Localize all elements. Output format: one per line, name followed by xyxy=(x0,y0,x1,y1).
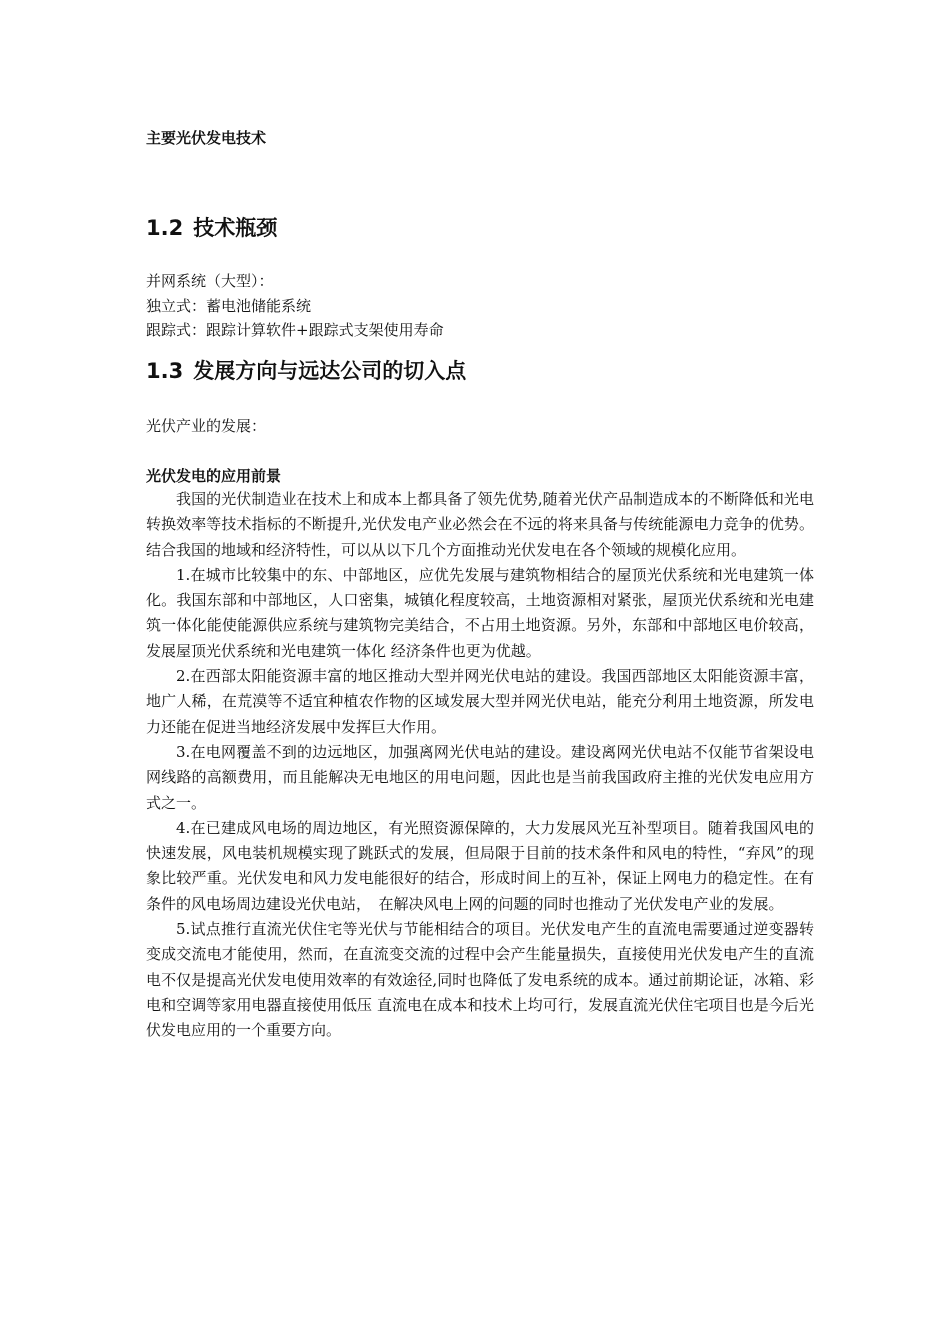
paragraph-point-5: 5.试点推行直流光伏住宅等光伏与节能相结合的项目。光伏发电产生的直流电需要通过逆变器转变成交流电才能使用，然而，在直流变交流的过程中会产生能量损失，直接使用光伏发电产生的直流电不仅是提高光伏发电使用效率的有效途径,同时也降低了发电系统的成本。通过前期论证，冰箱、彩电和空调等家用电器直接使用低压 直流电在成本和技术上均可行，发展直流光伏住宅项目也是今后光伏发电应用的一个重要方向。 xyxy=(146,920,814,1040)
section-number: 1.2 xyxy=(146,216,184,240)
bottleneck-tracking: 跟踪式：跟踪计算软件+跟踪式支架使用寿命 xyxy=(146,321,444,339)
section-number: 1.3 xyxy=(146,359,184,383)
paragraph-point-4: 4.在已建成风电场的周边地区，有光照资源保障的，大力发展风光互补型项目。随着我国风电的快速发展，风电装机规模实现了跳跃式的发展，但局限于目前的技术条件和风电的特性，“弃风”的现象比较严重。光伏发电和风力发电能很好的结合，形成时间上的互补，保证上网电力的稳定性。在有条件的风电场周边建设光伏电站， 在解决风电上网的问题的同时也推动了光伏发电产业的发展。 xyxy=(146,818,814,913)
paragraph-point-1: 1.在城市比较集中的东、中部地区，应优先发展与建筑物相结合的屋顶光伏系统和光电建筑一体化。我国东部和中部地区，人口密集，城镇化程度较高，土地资源相对紧张，屋顶光伏系统和光电建筑一体化能使能源供应系统与建筑物完美结合，不占用土地资源。另外，东部和中部地区电价较高，发展屋顶光伏系统和光电建筑一体化 经济条件也更为优越。 xyxy=(146,565,814,660)
section-heading-1-3 xyxy=(146,357,466,385)
document-body xyxy=(146,487,814,1044)
paragraph-point-2: 2.在西部太阳能资源丰富的地区推动大型并网光伏电站的建设。我国西部地区太阳能资源丰富，地广人稀，在荒漠等不适宜种植农作物的区域发展大型并网光伏电站，能充分利用土地资源，所发电力还能在促进当地经济发展中发挥巨大作用。 xyxy=(146,667,814,736)
paragraph-point-3: 3.在电网覆盖不到的边远地区，加强离网光伏电站的建设。建设离网光伏电站不仅能节省架设电网线路的高额费用，而且能解决无电地区的用电问题，因此也是当前我国政府主推的光伏发电应用方式之一。 xyxy=(146,742,814,812)
section-title: 发展方向与远达公司的切入点 xyxy=(193,359,467,383)
bottleneck-standalone: 独立式：蓄电池储能系统 xyxy=(146,296,312,315)
bottleneck-grid-connected: 并网系统（大型）： xyxy=(146,272,274,290)
section-title: 技术瓶颈 xyxy=(193,216,278,240)
section-heading-1-2 xyxy=(146,214,277,242)
paragraph-overview: 我国的光伏制造业在技术上和成本上都具备了领先优势,随着光伏产品制造成本的不断降低和光电转换效率等技术指标的不断提升,光伏发电产业必然会在不远的将来具备与传统能源电力竞争的优势。结合我国的地域和经济特性，可以从以下几个方面推动光伏发电在各个领域的规模化应用。 xyxy=(146,490,814,559)
application-prospects-heading: 光伏发电的应用前景 xyxy=(146,467,282,485)
bottleneck-list xyxy=(146,269,444,343)
document-title: 主要光伏发电技术 xyxy=(146,129,267,147)
industry-intro: 光伏产业的发展： xyxy=(146,417,267,435)
